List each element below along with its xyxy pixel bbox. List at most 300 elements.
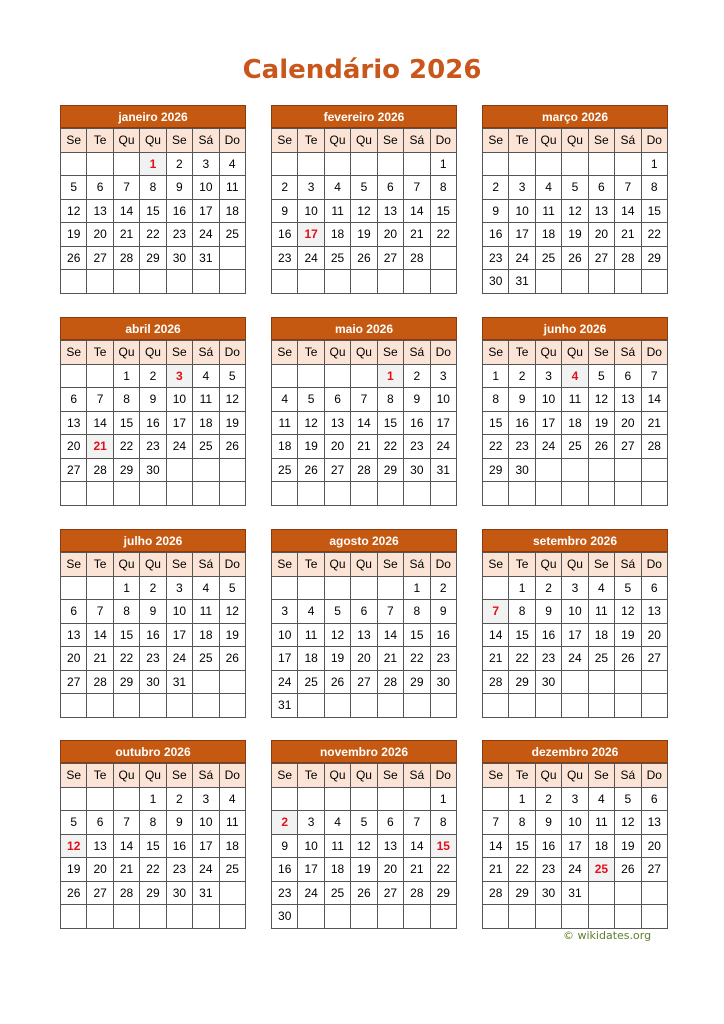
day-cell: 4 — [324, 811, 350, 835]
weekday-label: Sá — [193, 553, 219, 577]
day-cell: 5 — [298, 388, 324, 412]
day-cell: 22 — [113, 647, 139, 671]
empty-cell — [61, 905, 87, 929]
day-cell: 12 — [298, 411, 324, 435]
holiday-cell: 15 — [430, 834, 456, 858]
day-cell: 26 — [324, 670, 350, 694]
day-cell: 20 — [641, 834, 667, 858]
day-cell: 19 — [588, 411, 614, 435]
weekday-label: Do — [430, 764, 456, 788]
empty-cell — [588, 670, 614, 694]
day-cell: 11 — [298, 623, 324, 647]
empty-cell — [298, 270, 324, 294]
day-cell: 4 — [324, 176, 350, 200]
month-block — [482, 317, 668, 506]
empty-cell — [377, 787, 403, 811]
day-cell: 13 — [324, 411, 350, 435]
day-cell: 3 — [509, 176, 535, 200]
day-cell: 31 — [272, 694, 298, 718]
month-title: outubro 2026 — [60, 740, 246, 763]
day-cell: 25 — [535, 246, 561, 270]
weekday-label: Se — [61, 553, 87, 577]
day-cell: 26 — [351, 881, 377, 905]
day-cell: 17 — [535, 411, 561, 435]
empty-cell — [219, 270, 245, 294]
weekday-label: Qu — [535, 553, 561, 577]
weekday-label: Se — [588, 129, 614, 153]
week-row — [272, 152, 457, 176]
day-cell: 21 — [377, 647, 403, 671]
day-cell: 11 — [535, 199, 561, 223]
week-row — [272, 858, 457, 882]
week-row — [272, 811, 457, 835]
day-cell: 17 — [166, 623, 192, 647]
day-cell: 19 — [615, 834, 641, 858]
weekday-label: Se — [272, 129, 298, 153]
day-cell: 19 — [562, 223, 588, 247]
weekday-label: Se — [61, 129, 87, 153]
day-cell: 16 — [272, 223, 298, 247]
day-cell: 3 — [298, 176, 324, 200]
day-cell: 4 — [193, 576, 219, 600]
day-cell: 9 — [509, 388, 535, 412]
day-cell: 27 — [641, 647, 667, 671]
day-cell: 26 — [61, 881, 87, 905]
week-row — [272, 647, 457, 671]
day-cell: 12 — [588, 388, 614, 412]
empty-cell — [377, 905, 403, 929]
week-row — [61, 576, 246, 600]
day-cell: 24 — [166, 647, 192, 671]
day-cell: 25 — [219, 223, 245, 247]
weekday-label: Do — [430, 553, 456, 577]
weekday-label: Qu — [324, 129, 350, 153]
day-cell: 24 — [272, 670, 298, 694]
weekday-label: Qu — [140, 341, 166, 365]
empty-cell — [615, 152, 641, 176]
day-cell: 7 — [113, 811, 139, 835]
day-cell: 6 — [61, 600, 87, 624]
day-cell: 18 — [272, 435, 298, 459]
month-block — [60, 740, 246, 929]
day-cell: 3 — [272, 600, 298, 624]
day-cell: 27 — [61, 670, 87, 694]
day-cell: 9 — [535, 811, 561, 835]
day-cell: 17 — [562, 834, 588, 858]
day-cell: 12 — [351, 199, 377, 223]
empty-cell — [113, 482, 139, 506]
empty-cell — [535, 694, 561, 718]
day-cell: 27 — [615, 435, 641, 459]
month-title: maio 2026 — [271, 317, 457, 340]
day-cell: 18 — [562, 411, 588, 435]
day-cell: 1 — [483, 364, 509, 388]
day-cell: 8 — [404, 600, 430, 624]
week-row — [61, 246, 246, 270]
day-cell: 1 — [430, 152, 456, 176]
holiday-cell: 7 — [483, 600, 509, 624]
day-cell: 10 — [298, 199, 324, 223]
empty-cell — [140, 694, 166, 718]
weekday-label: Te — [509, 764, 535, 788]
day-cell: 14 — [113, 834, 139, 858]
day-cell: 3 — [535, 364, 561, 388]
day-cell: 21 — [113, 858, 139, 882]
day-cell: 19 — [61, 223, 87, 247]
empty-cell — [61, 787, 87, 811]
empty-cell — [87, 905, 113, 929]
day-cell: 20 — [377, 858, 403, 882]
weekday-row — [61, 341, 246, 365]
week-row — [483, 411, 668, 435]
empty-cell — [298, 152, 324, 176]
week-row — [61, 647, 246, 671]
weekday-label: Te — [298, 341, 324, 365]
day-cell: 16 — [140, 411, 166, 435]
empty-cell — [483, 576, 509, 600]
empty-cell — [615, 482, 641, 506]
day-cell: 7 — [483, 811, 509, 835]
day-cell: 16 — [535, 623, 561, 647]
weekday-row — [483, 764, 668, 788]
day-cell: 13 — [61, 623, 87, 647]
week-row — [61, 670, 246, 694]
weekday-label: Se — [272, 341, 298, 365]
empty-cell — [641, 458, 667, 482]
day-cell: 6 — [377, 176, 403, 200]
month-block — [60, 105, 246, 294]
day-cell: 3 — [562, 787, 588, 811]
month-title: agosto 2026 — [271, 529, 457, 552]
weekday-label: Se — [483, 129, 509, 153]
week-row — [61, 199, 246, 223]
day-cell: 30 — [483, 270, 509, 294]
day-cell: 5 — [324, 600, 350, 624]
day-cell: 1 — [509, 787, 535, 811]
empty-cell — [219, 670, 245, 694]
day-cell: 1 — [404, 576, 430, 600]
weekday-label: Se — [166, 553, 192, 577]
empty-cell — [61, 694, 87, 718]
month-title: janeiro 2026 — [60, 105, 246, 128]
week-row — [483, 246, 668, 270]
day-cell: 25 — [298, 670, 324, 694]
weekday-label: Sá — [404, 553, 430, 577]
weekday-label: Qu — [535, 764, 561, 788]
empty-cell — [219, 694, 245, 718]
weekday-label: Se — [377, 129, 403, 153]
month-table — [60, 340, 246, 506]
day-cell: 5 — [615, 787, 641, 811]
empty-cell — [535, 270, 561, 294]
empty-cell — [87, 576, 113, 600]
empty-cell — [430, 905, 456, 929]
day-cell: 24 — [509, 246, 535, 270]
empty-cell — [298, 364, 324, 388]
day-cell: 24 — [562, 858, 588, 882]
day-cell: 5 — [219, 576, 245, 600]
day-cell: 12 — [351, 834, 377, 858]
day-cell: 16 — [272, 858, 298, 882]
day-cell: 10 — [272, 623, 298, 647]
day-cell: 31 — [430, 458, 456, 482]
day-cell: 29 — [509, 670, 535, 694]
day-cell: 8 — [641, 176, 667, 200]
week-row — [272, 364, 457, 388]
empty-cell — [351, 152, 377, 176]
day-cell: 14 — [615, 199, 641, 223]
day-cell: 23 — [166, 223, 192, 247]
empty-cell — [61, 482, 87, 506]
day-cell: 26 — [615, 858, 641, 882]
day-cell: 26 — [61, 246, 87, 270]
week-row — [272, 623, 457, 647]
day-cell: 31 — [193, 246, 219, 270]
weekday-label: Te — [509, 553, 535, 577]
day-cell: 18 — [324, 223, 350, 247]
day-cell: 4 — [535, 176, 561, 200]
empty-cell — [193, 270, 219, 294]
day-cell: 10 — [430, 388, 456, 412]
weekday-label: Se — [166, 764, 192, 788]
holiday-cell: 4 — [562, 364, 588, 388]
empty-cell — [404, 482, 430, 506]
page-title: Calendário 2026 — [242, 55, 482, 85]
weekday-label: Se — [272, 764, 298, 788]
day-cell: 12 — [324, 623, 350, 647]
week-row — [272, 411, 457, 435]
week-row — [61, 787, 246, 811]
empty-cell — [377, 270, 403, 294]
day-cell: 15 — [430, 199, 456, 223]
day-cell: 8 — [483, 388, 509, 412]
month-title: março 2026 — [482, 105, 668, 128]
day-cell: 29 — [483, 458, 509, 482]
month-block — [271, 529, 457, 718]
week-row — [483, 223, 668, 247]
day-cell: 18 — [324, 858, 350, 882]
weekday-label: Se — [483, 553, 509, 577]
month-block — [271, 740, 457, 929]
day-cell: 7 — [404, 811, 430, 835]
day-cell: 15 — [404, 623, 430, 647]
month-table — [271, 128, 457, 294]
day-cell: 20 — [87, 858, 113, 882]
empty-cell — [562, 270, 588, 294]
week-row — [272, 458, 457, 482]
day-cell: 8 — [430, 811, 456, 835]
day-cell: 28 — [641, 435, 667, 459]
week-row — [483, 576, 668, 600]
holiday-cell: 21 — [87, 435, 113, 459]
empty-cell — [615, 905, 641, 929]
day-cell: 30 — [272, 905, 298, 929]
day-cell: 27 — [87, 246, 113, 270]
week-row — [61, 411, 246, 435]
weekday-label: Se — [483, 341, 509, 365]
day-cell: 29 — [377, 458, 403, 482]
day-cell: 16 — [430, 623, 456, 647]
weekday-label: Se — [588, 764, 614, 788]
day-cell: 14 — [483, 623, 509, 647]
day-cell: 17 — [166, 411, 192, 435]
empty-cell — [483, 905, 509, 929]
day-cell: 9 — [404, 388, 430, 412]
weekday-label: Se — [588, 341, 614, 365]
month-title: setembro 2026 — [482, 529, 668, 552]
empty-cell — [324, 576, 350, 600]
day-cell: 14 — [87, 411, 113, 435]
week-row — [61, 152, 246, 176]
empty-cell — [193, 694, 219, 718]
day-cell: 8 — [140, 176, 166, 200]
empty-cell — [87, 152, 113, 176]
weekday-label: Qu — [113, 553, 139, 577]
day-cell: 28 — [483, 670, 509, 694]
week-row — [483, 881, 668, 905]
month-table — [482, 552, 668, 718]
month-block — [271, 105, 457, 294]
day-cell: 24 — [298, 246, 324, 270]
weekday-label: Se — [166, 341, 192, 365]
month-table — [482, 340, 668, 506]
empty-cell — [535, 152, 561, 176]
day-cell: 23 — [272, 881, 298, 905]
week-row — [61, 364, 246, 388]
week-row — [483, 858, 668, 882]
month-block — [60, 529, 246, 718]
day-cell: 20 — [641, 623, 667, 647]
empty-cell — [641, 694, 667, 718]
week-row — [61, 623, 246, 647]
day-cell: 12 — [562, 199, 588, 223]
week-row — [272, 176, 457, 200]
weekday-row — [272, 553, 457, 577]
day-cell: 10 — [298, 834, 324, 858]
empty-cell — [140, 270, 166, 294]
day-cell: 31 — [562, 881, 588, 905]
day-cell: 18 — [219, 834, 245, 858]
day-cell: 30 — [166, 246, 192, 270]
day-cell: 14 — [483, 834, 509, 858]
day-cell: 12 — [61, 199, 87, 223]
day-cell: 25 — [324, 246, 350, 270]
day-cell: 17 — [193, 199, 219, 223]
weekday-row — [272, 341, 457, 365]
weekday-label: Te — [509, 341, 535, 365]
day-cell: 19 — [61, 858, 87, 882]
empty-cell — [430, 482, 456, 506]
day-cell: 9 — [140, 388, 166, 412]
empty-cell — [61, 152, 87, 176]
weekday-label: Qu — [324, 553, 350, 577]
empty-cell — [588, 905, 614, 929]
day-cell: 13 — [351, 623, 377, 647]
day-cell: 21 — [641, 411, 667, 435]
day-cell: 3 — [562, 576, 588, 600]
empty-cell — [588, 694, 614, 718]
weekday-row — [483, 129, 668, 153]
week-row — [483, 811, 668, 835]
day-cell: 22 — [113, 435, 139, 459]
week-row — [272, 435, 457, 459]
weekday-label: Do — [641, 553, 667, 577]
week-row — [272, 223, 457, 247]
day-cell: 7 — [615, 176, 641, 200]
day-cell: 24 — [166, 435, 192, 459]
day-cell: 9 — [166, 176, 192, 200]
day-cell: 21 — [404, 858, 430, 882]
empty-cell — [193, 905, 219, 929]
week-row — [483, 787, 668, 811]
day-cell: 28 — [404, 246, 430, 270]
empty-cell — [298, 576, 324, 600]
weekday-row — [61, 553, 246, 577]
empty-cell — [113, 905, 139, 929]
day-cell: 15 — [113, 411, 139, 435]
empty-cell — [588, 482, 614, 506]
weekday-label: Se — [377, 341, 403, 365]
weekday-label: Sá — [615, 553, 641, 577]
empty-cell — [324, 270, 350, 294]
day-cell: 14 — [351, 411, 377, 435]
holiday-cell: 3 — [166, 364, 192, 388]
week-row — [61, 905, 246, 929]
empty-cell — [562, 670, 588, 694]
empty-cell — [483, 152, 509, 176]
day-cell: 8 — [509, 600, 535, 624]
day-cell: 27 — [377, 246, 403, 270]
day-cell: 28 — [113, 881, 139, 905]
empty-cell — [351, 694, 377, 718]
week-row — [61, 881, 246, 905]
day-cell: 5 — [61, 176, 87, 200]
empty-cell — [87, 482, 113, 506]
holiday-cell: 1 — [377, 364, 403, 388]
weekday-label: Sá — [615, 129, 641, 153]
empty-cell — [615, 270, 641, 294]
day-cell: 15 — [509, 623, 535, 647]
day-cell: 31 — [193, 881, 219, 905]
empty-cell — [140, 905, 166, 929]
day-cell: 25 — [193, 435, 219, 459]
day-cell: 16 — [166, 834, 192, 858]
empty-cell — [351, 905, 377, 929]
weekday-label: Te — [87, 129, 113, 153]
day-cell: 1 — [509, 576, 535, 600]
day-cell: 22 — [430, 223, 456, 247]
day-cell: 23 — [272, 246, 298, 270]
day-cell: 28 — [351, 458, 377, 482]
day-cell: 25 — [272, 458, 298, 482]
day-cell: 2 — [535, 787, 561, 811]
month-block — [482, 105, 668, 294]
holiday-cell: 1 — [140, 152, 166, 176]
week-row — [483, 600, 668, 624]
empty-cell — [166, 270, 192, 294]
day-cell: 16 — [404, 411, 430, 435]
day-cell: 24 — [193, 223, 219, 247]
month-title: novembro 2026 — [271, 740, 457, 763]
empty-cell — [404, 152, 430, 176]
day-cell: 12 — [219, 388, 245, 412]
day-cell: 10 — [193, 811, 219, 835]
day-cell: 2 — [509, 364, 535, 388]
day-cell: 11 — [588, 600, 614, 624]
empty-cell — [377, 482, 403, 506]
week-row — [272, 576, 457, 600]
day-cell: 10 — [509, 199, 535, 223]
